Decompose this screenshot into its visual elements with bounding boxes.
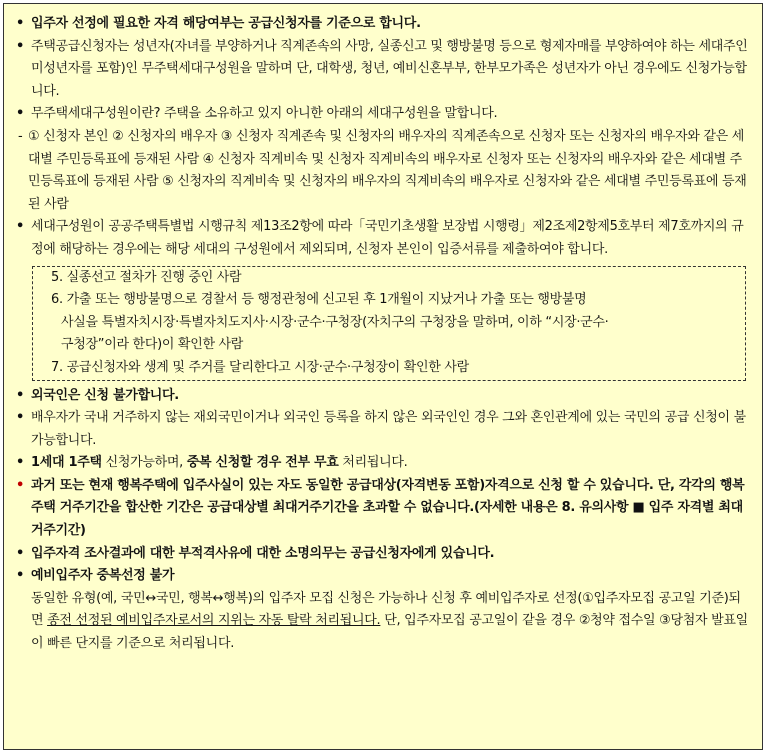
item-text: 과거 또는 현재 행복주택에 입주사실이 있는 자도 동일한 공급대상(자격변동 포함)자격으로 신청 할 수 있습니다. 단, 각각의 행복주택 거주기간을 합산한 기간은 공급대상별 최대거주기간을 초과할 수 없습니다.(자세한 내용은 8. 유의사항 ■ 입주 자격별 최대 거주기간) (31, 477, 745, 539)
box-line-7: 7. 공급신청자와 생계 및 주거를 달리한다고 시장·군수·구청장이 확인한 사람 (51, 359, 469, 375)
bullet-icon: • (16, 387, 25, 403)
notice-item-10 (16, 565, 752, 655)
box-line-6a: 6. 가출 또는 행방불명으로 경찰서 등 행정관청에 신고된 후 1개월이 지났거나 가출 또는 행방불명 (51, 292, 587, 308)
bullet-icon: • (16, 568, 25, 584)
notice-item-8 (16, 475, 752, 543)
notice-item-9 (16, 543, 752, 566)
item-text: 세대구성원이 공공주택특별법 시행규칙 제13조2항에 따라「국민기초생활 보장법 시행령」제2조제2항제5호부터 제7호까지의 규정에 해당하는 경우에는 해당 세대의 구성원에서 제외되며, 신청자 본인이 입증서류를 제출하여야 합니다. (31, 219, 744, 257)
bullet-icon: • (16, 545, 25, 561)
dash-icon: - (18, 128, 23, 144)
item-text: 주택공급신청자는 성년자(자녀를 부양하거나 직계존속의 사망, 실종신고 및 행방불명 등으로 형제자매를 부양하여야 하는 세대주인 미성년자를 포함)인 무주택세대구성원을 말하며 단, 대학생, 청년, 예비신혼부부, 한부모가족은 성년자가 아닌 경우에도 신청가능합니다. (31, 38, 748, 99)
item-text: 배우자가 국내 거주하지 않는 재외국민이거나 외국인 등록을 하지 않은 외국인인 경우 그와 혼인관계에 있는 국민의 공급 신청이 불가능합니다. (31, 410, 746, 448)
item-text: 입주자격 조사결과에 대한 부적격사유에 대한 소명의무는 공급신청자에게 있습니다. (31, 545, 495, 561)
item-text: 입주자 선정에 필요한 자격 해당여부는 공급신청자를 기준으로 합니다. (31, 16, 421, 31)
item-text-strong: 1세대 1주택 (31, 455, 102, 471)
bullet-icon: • (16, 38, 25, 54)
item-text-strong: 중복 신청할 경우 전부 무효 (186, 455, 339, 471)
box-line-5: 5. 실종선고 절차가 진행 중인 사람 (51, 269, 242, 285)
sub-text: ① 신청자 본인 ② 신청자의 배우자 ③ 신청자 직계존속 및 신청자의 배우자의 직계존속으로 신청자 또는 신청자의 배우자와 같은 세대별 주민등록표에 등재된 사람 ④ 신청자 직계비속 및 신청자 직계비속의 배우자로 신청자 또는 신청자의 배우자와 같은 세대별 주민등록표에 등재된 사람 ⑤ 신청자의 직계비속 및 신청자의 배우자의 직계비속의 배우자로 신청자와 같은 세대별 주민등록표에 등재된 사람 (28, 128, 747, 212)
item-body (31, 588, 752, 656)
item-text: 단, 입주자모집 공고일이 같을 경우 ②청약 접수일 ③당첨자 발표일이 빠른 단지를 기준으로 처리됩니다. (31, 613, 748, 652)
item-title: 예비입주자 중복선정 불가 (31, 568, 175, 584)
bullet-icon: • (16, 455, 25, 471)
item-text: 무주택세대구성원이란? 주택을 소유하고 있지 아니한 아래의 세대구성원을 말합니다. (31, 106, 498, 122)
bullet-icon: • (16, 477, 25, 493)
notice-item-3 (16, 103, 752, 126)
notice-item-4 (16, 216, 752, 261)
box-line-6c: 구청장”이라 한다)이 확인한 사람 (61, 337, 244, 353)
household-member-list (16, 126, 752, 216)
eligibility-notice-box (3, 3, 763, 750)
item-text: 동일한 유형(예, 국민↔국민, 행복↔행복)의 입주자 모집 신청은 가능하나 신청 후 예비입주자로 선정(①입주자모집 공고일 기준)되면 (31, 590, 741, 629)
notice-item-7 (16, 452, 752, 475)
notice-item-5 (16, 385, 752, 408)
notice-item-2 (16, 36, 752, 104)
bullet-icon: • (16, 219, 25, 235)
item-text-underlined: 종전 선정된 예비입주자로서의 지위는 자동 탈락 처리됩니다. (47, 613, 381, 629)
excluded-members-box (32, 266, 746, 381)
notice-item-6 (16, 407, 752, 452)
item-text: 외국인은 신청 불가합니다. (31, 387, 179, 403)
notice-item-1 (16, 13, 752, 36)
item-text: 신청가능하며, (101, 455, 187, 471)
bullet-icon: • (16, 106, 25, 122)
item-text: 처리됩니다. (338, 455, 408, 471)
box-line-6b: 사실을 특별자치시장·특별자치도지사·시장·군수·구청장(자치구의 구청장을 말하며, 이하 “시장·군수· (61, 314, 609, 330)
bullet-icon: • (16, 410, 25, 426)
bullet-icon: • (16, 16, 25, 31)
